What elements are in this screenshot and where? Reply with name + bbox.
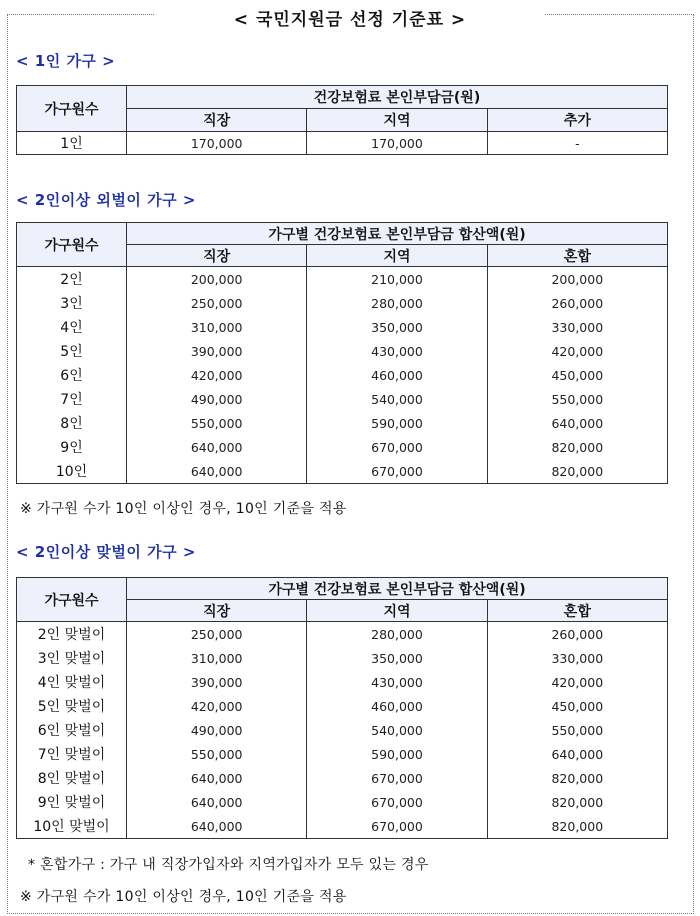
cell: 430,000 (307, 339, 487, 363)
cell: 430,000 (307, 670, 487, 694)
cell: 540,000 (307, 718, 487, 742)
col-header: 지역 (307, 600, 487, 622)
cell: 550,000 (127, 742, 307, 766)
table-body (17, 267, 668, 484)
cell: 640,000 (487, 742, 667, 766)
table-body (17, 622, 668, 839)
cell: 670,000 (307, 790, 487, 814)
cell: 390,000 (127, 339, 307, 363)
table-row (17, 622, 668, 647)
section-heading-dual-earner: < 2인이상 맞벌이 가구 > (16, 543, 196, 561)
cell: 640,000 (487, 411, 667, 435)
table-dual-earner (16, 577, 668, 839)
cell: 420,000 (487, 339, 667, 363)
col-header: 직장 (127, 245, 307, 267)
cell: 820,000 (487, 459, 667, 484)
table-row (17, 132, 668, 155)
row-header: 가구원수 (17, 86, 127, 132)
cell: 820,000 (487, 435, 667, 459)
cell: 280,000 (307, 291, 487, 315)
cell: 640,000 (127, 766, 307, 790)
row-label: 5인 (17, 339, 127, 363)
row-label: 3인 (17, 291, 127, 315)
cell: 640,000 (127, 459, 307, 484)
cell: 490,000 (127, 387, 307, 411)
table-single-earner (16, 222, 668, 484)
table-single-household (16, 85, 668, 155)
cell: 450,000 (487, 694, 667, 718)
note-mixed-household: * 혼합가구 : 가구 내 직장가입자와 지역가입자가 모두 있는 경우 (28, 857, 429, 873)
table-row (17, 459, 668, 484)
cell: 170,000 (127, 132, 307, 155)
table-row (17, 387, 668, 411)
table-row (17, 291, 668, 315)
cell: 460,000 (307, 363, 487, 387)
row-label: 7인 맞벌이 (17, 742, 127, 766)
cell: 210,000 (307, 267, 487, 292)
col-header: 직장 (127, 600, 307, 622)
row-label: 1인 (17, 132, 127, 155)
table-row (17, 267, 668, 292)
cell: 170,000 (307, 132, 487, 155)
row-header: 가구원수 (17, 578, 127, 622)
cell: 310,000 (127, 646, 307, 670)
row-header: 가구원수 (17, 223, 127, 267)
cell: 640,000 (127, 814, 307, 839)
row-label: 2인 맞벌이 (17, 622, 127, 647)
cell: 550,000 (127, 411, 307, 435)
table-row (17, 315, 668, 339)
cell: 200,000 (127, 267, 307, 292)
note-ten-plus-dual: ※ 가구원 수가 10인 이상인 경우, 10인 기준을 적용 (20, 889, 347, 905)
row-label: 8인 (17, 411, 127, 435)
row-label: 6인 맞벌이 (17, 718, 127, 742)
note-ten-plus: ※ 가구원 수가 10인 이상인 경우, 10인 기준을 적용 (20, 501, 347, 517)
cell: 200,000 (487, 267, 667, 292)
cell: 420,000 (487, 670, 667, 694)
cell: 260,000 (487, 291, 667, 315)
table-row (17, 646, 668, 670)
row-label: 4인 (17, 315, 127, 339)
cell: 450,000 (487, 363, 667, 387)
cell: 280,000 (307, 622, 487, 647)
cell: 420,000 (127, 363, 307, 387)
col-header: 혼합 (487, 245, 667, 267)
cell: 820,000 (487, 766, 667, 790)
table-row (17, 718, 668, 742)
table-row (17, 670, 668, 694)
col-group-header: 가구별 건강보험료 본인부담금 합산액(원) (127, 223, 668, 245)
cell: 590,000 (307, 742, 487, 766)
cell: 550,000 (487, 387, 667, 411)
table-row (17, 363, 668, 387)
table-row (17, 790, 668, 814)
cell: 820,000 (487, 814, 667, 839)
row-label: 2인 (17, 267, 127, 292)
cell: 250,000 (127, 291, 307, 315)
cell: 310,000 (127, 315, 307, 339)
cell: 640,000 (127, 435, 307, 459)
cell: 250,000 (127, 622, 307, 647)
table-row (17, 694, 668, 718)
page-title: < 국민지원금 선정 기준표 > (233, 10, 467, 30)
table-row (17, 766, 668, 790)
row-label: 4인 맞벌이 (17, 670, 127, 694)
col-header: 직장 (127, 109, 307, 132)
col-group-header: 가구별 건강보험료 본인부담금 합산액(원) (127, 578, 668, 600)
row-label: 8인 맞벌이 (17, 766, 127, 790)
cell: 640,000 (127, 790, 307, 814)
cell: 330,000 (487, 315, 667, 339)
cell: 670,000 (307, 814, 487, 839)
cell: 420,000 (127, 694, 307, 718)
row-label: 10인 (17, 459, 127, 484)
row-label: 7인 (17, 387, 127, 411)
cell: 550,000 (487, 718, 667, 742)
cell: 350,000 (307, 646, 487, 670)
cell: - (487, 132, 667, 155)
section-heading-single: < 1인 가구 > (16, 52, 116, 70)
col-header: 혼합 (487, 600, 667, 622)
row-label: 6인 (17, 363, 127, 387)
section-heading-single-earner: < 2인이상 외벌이 가구 > (16, 191, 196, 209)
cell: 820,000 (487, 790, 667, 814)
cell: 460,000 (307, 694, 487, 718)
cell: 350,000 (307, 315, 487, 339)
cell: 670,000 (307, 435, 487, 459)
row-label: 3인 맞벌이 (17, 646, 127, 670)
row-label: 5인 맞벌이 (17, 694, 127, 718)
row-label: 9인 (17, 435, 127, 459)
cell: 490,000 (127, 718, 307, 742)
row-label: 9인 맞벌이 (17, 790, 127, 814)
col-header: 추가 (487, 109, 667, 132)
table-row (17, 742, 668, 766)
cell: 330,000 (487, 646, 667, 670)
row-label: 10인 맞벌이 (17, 814, 127, 839)
cell: 540,000 (307, 387, 487, 411)
table-row (17, 411, 668, 435)
table-row (17, 339, 668, 363)
table-row (17, 814, 668, 839)
cell: 390,000 (127, 670, 307, 694)
cell: 670,000 (307, 766, 487, 790)
col-header: 지역 (307, 109, 487, 132)
col-group-header: 건강보험료 본인부담금(원) (127, 86, 668, 109)
cell: 260,000 (487, 622, 667, 647)
cell: 590,000 (307, 411, 487, 435)
table-row (17, 435, 668, 459)
cell: 670,000 (307, 459, 487, 484)
col-header: 지역 (307, 245, 487, 267)
